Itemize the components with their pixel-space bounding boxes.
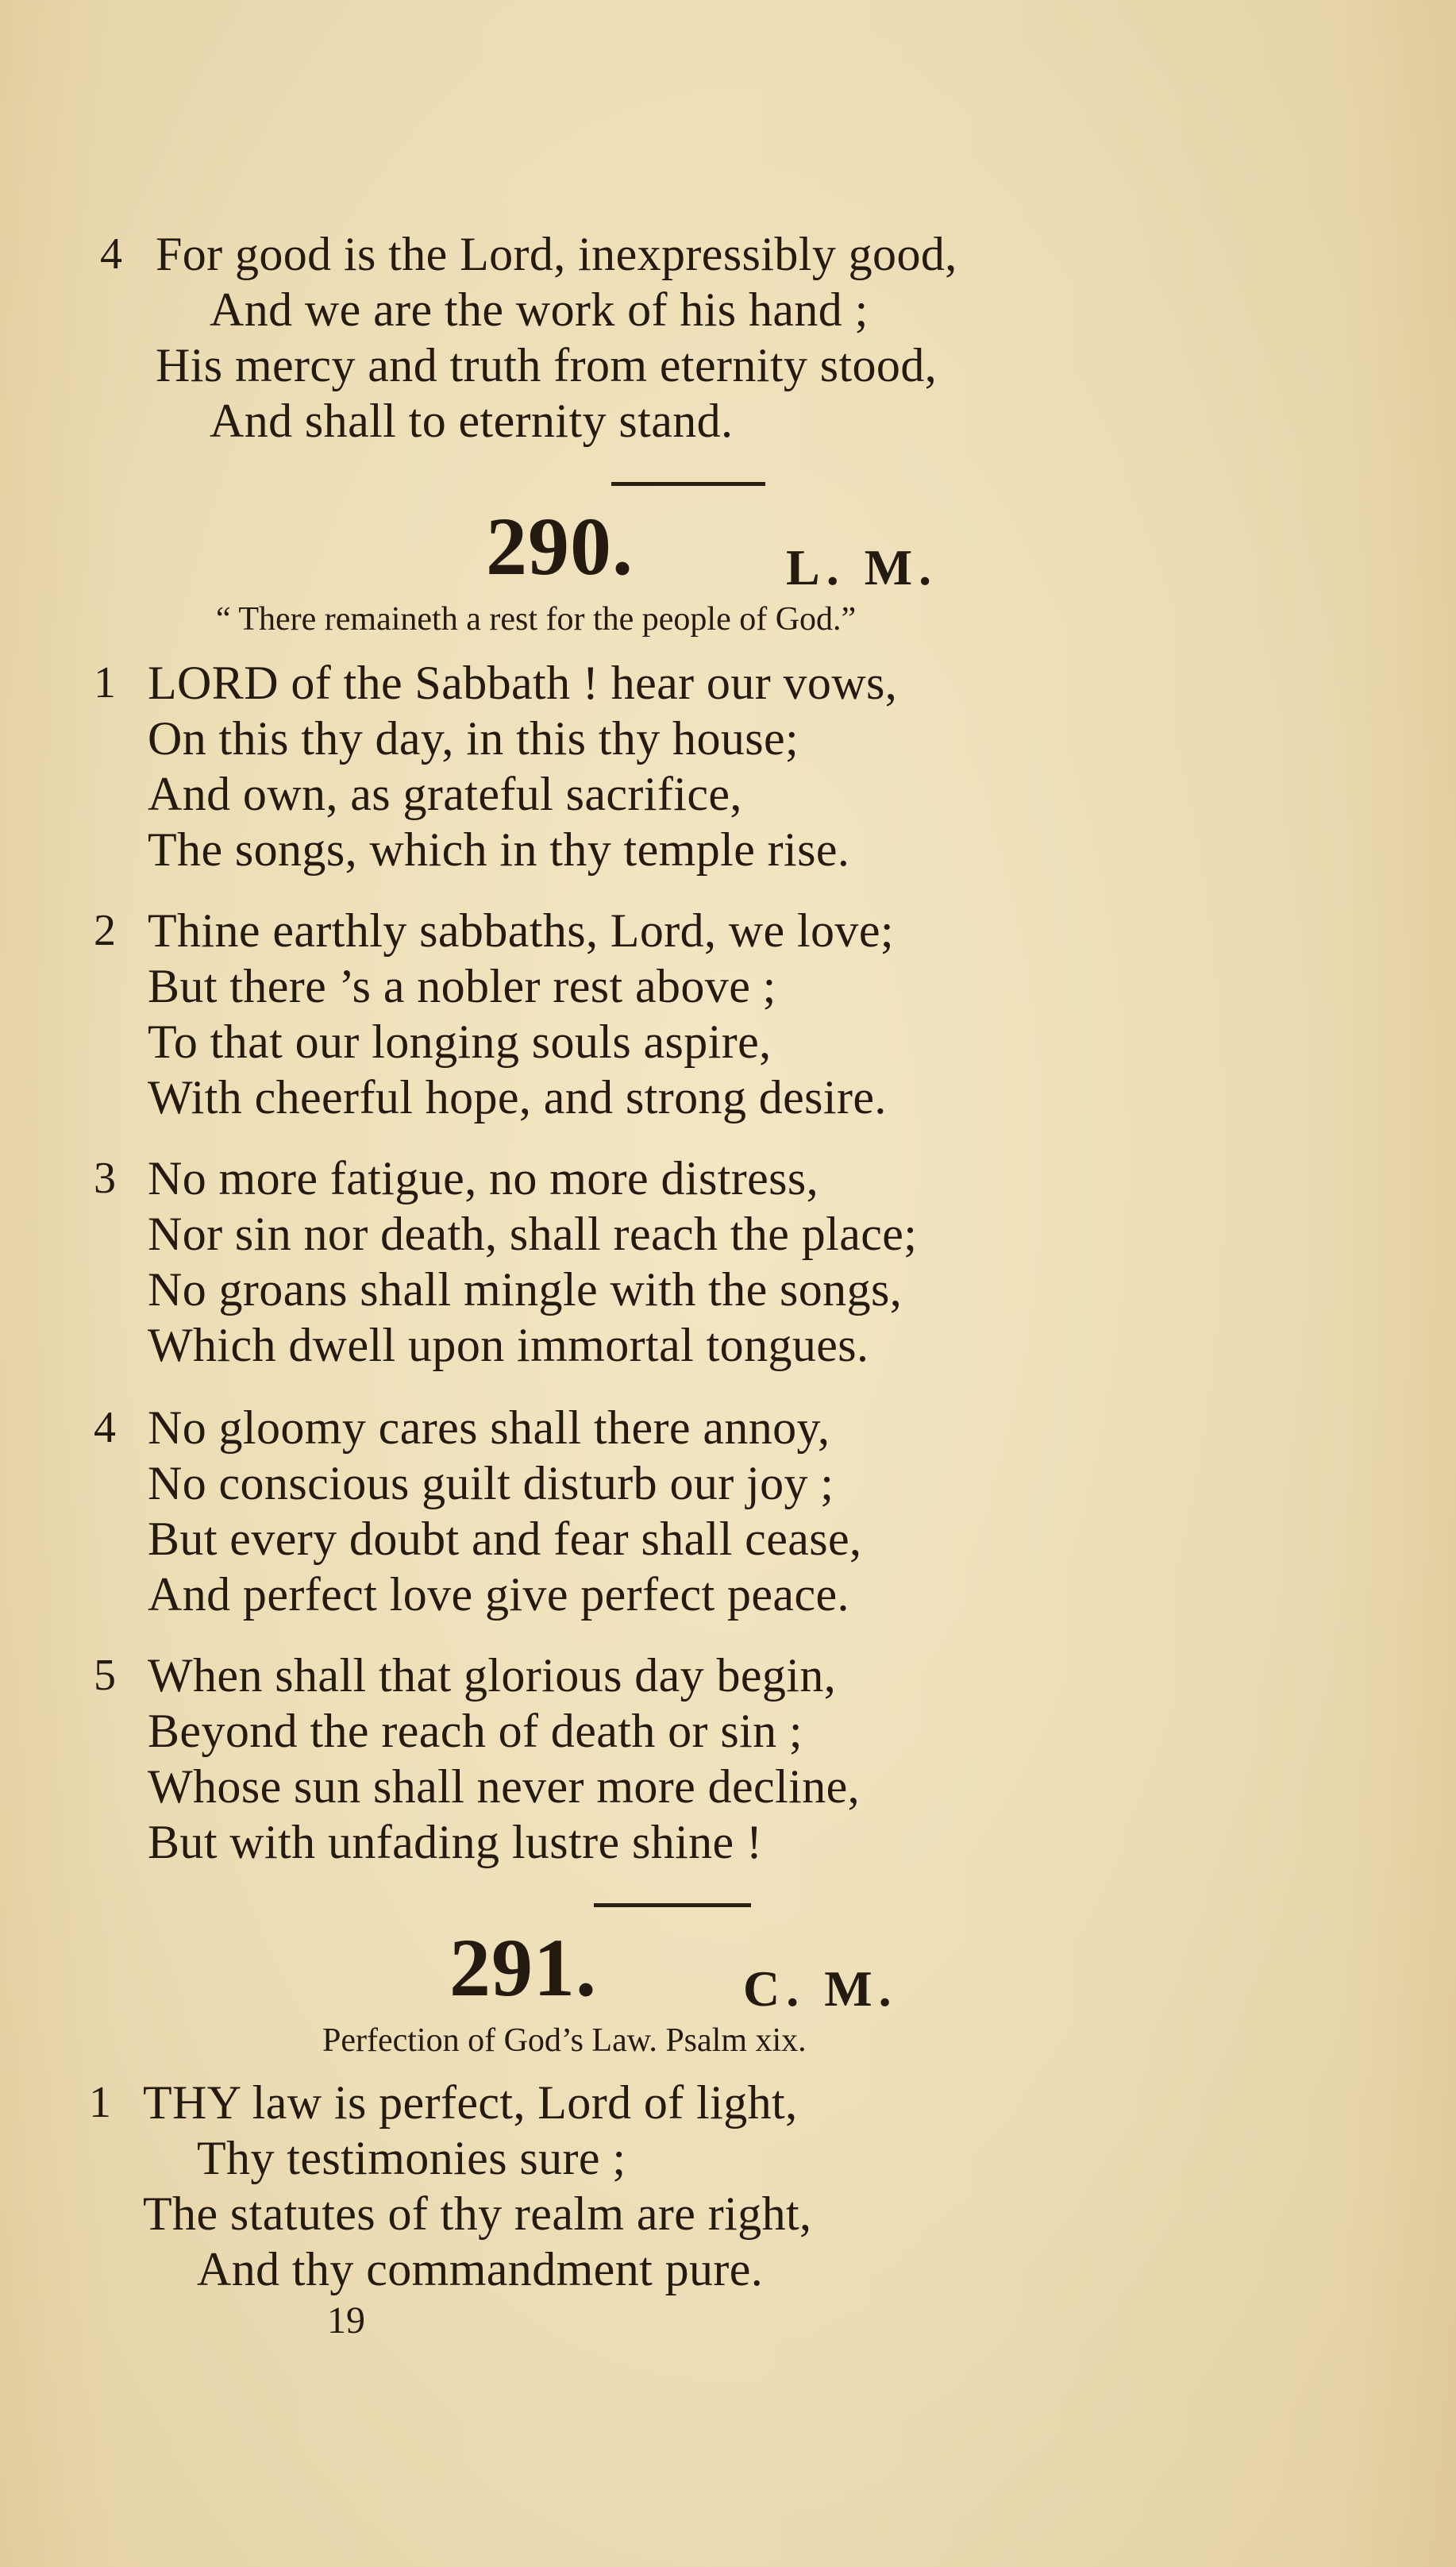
verse-line: And we are the work of his hand ; (210, 283, 869, 336)
verse-number: 1 (94, 658, 116, 707)
verse-line: Thy testimonies sure ; (197, 2132, 626, 2184)
verse-number: 1 (89, 2078, 111, 2127)
verse-line: Which dwell upon immortal tongues. (148, 1319, 869, 1371)
verse-number: 3 (94, 1154, 116, 1203)
verse-number: 4 (100, 229, 122, 279)
verse-line: LORD of the Sabbath ! hear our vows, (148, 657, 898, 709)
verse-line: And thy commandment pure. (197, 2243, 764, 2295)
hymn-subtitle: “ There remaineth a rest for the people of God.” (216, 601, 857, 638)
verse-line: Whose sun shall never more decline, (148, 1760, 861, 1813)
verse-line: No conscious guilt disturb our joy ; (148, 1457, 834, 1509)
verse-line: But there ’s a nobler rest above ; (148, 960, 776, 1012)
section-divider (611, 482, 765, 486)
verse-line: But with unfading lustre shine ! (148, 1816, 763, 1868)
verse-line: The statutes of thy realm are right, (143, 2187, 812, 2240)
verse-number: 5 (94, 1651, 116, 1700)
hymn-subtitle: Perfection of God’s Law. Psalm xix. (322, 2022, 807, 2059)
hymn-meter: C. M. (743, 1960, 898, 2017)
verse-line: Thine earthly sabbaths, Lord, we love; (148, 904, 894, 957)
verse-line: With cheerful hope, and strong desire. (148, 1071, 887, 1124)
verse-line: To that our longing souls aspire, (148, 1016, 772, 1068)
verse-line: And perfect love give perfect peace. (148, 1568, 849, 1621)
verse-line: No gloomy cares shall there annoy, (148, 1401, 830, 1454)
verse-line: The songs, which in thy temple rise. (148, 823, 850, 876)
hymn-number: 291. (449, 1922, 597, 2014)
hymn-meter: L. M. (786, 539, 938, 595)
verse-line: And own, as grateful sacrifice, (148, 768, 742, 820)
verse-line: And shall to eternity stand. (210, 395, 734, 447)
verse-line: On this thy day, in this thy house; (148, 712, 799, 765)
verse-line: When shall that glorious day begin, (148, 1649, 837, 1702)
verse-number: 4 (94, 1403, 116, 1452)
verse-line: No more fatigue, no more distress, (148, 1152, 819, 1204)
hymn-number: 290. (486, 501, 634, 592)
verse-line: His mercy and truth from eternity stood, (156, 339, 938, 391)
verse-line: No groans shall mingle with the songs, (148, 1263, 903, 1316)
section-divider (594, 1903, 751, 1907)
verse-line: Nor sin nor death, shall reach the place; (148, 1208, 918, 1260)
verse-line: But every doubt and fear shall cease, (148, 1513, 862, 1565)
verse-line: Beyond the reach of death or sin ; (148, 1705, 803, 1757)
page-number: 19 (327, 2299, 365, 2342)
verse-number: 2 (94, 906, 116, 955)
verse-line: THY law is perfect, Lord of light, (143, 2076, 798, 2129)
verse-line: For good is the Lord, inexpressibly good, (156, 228, 957, 280)
